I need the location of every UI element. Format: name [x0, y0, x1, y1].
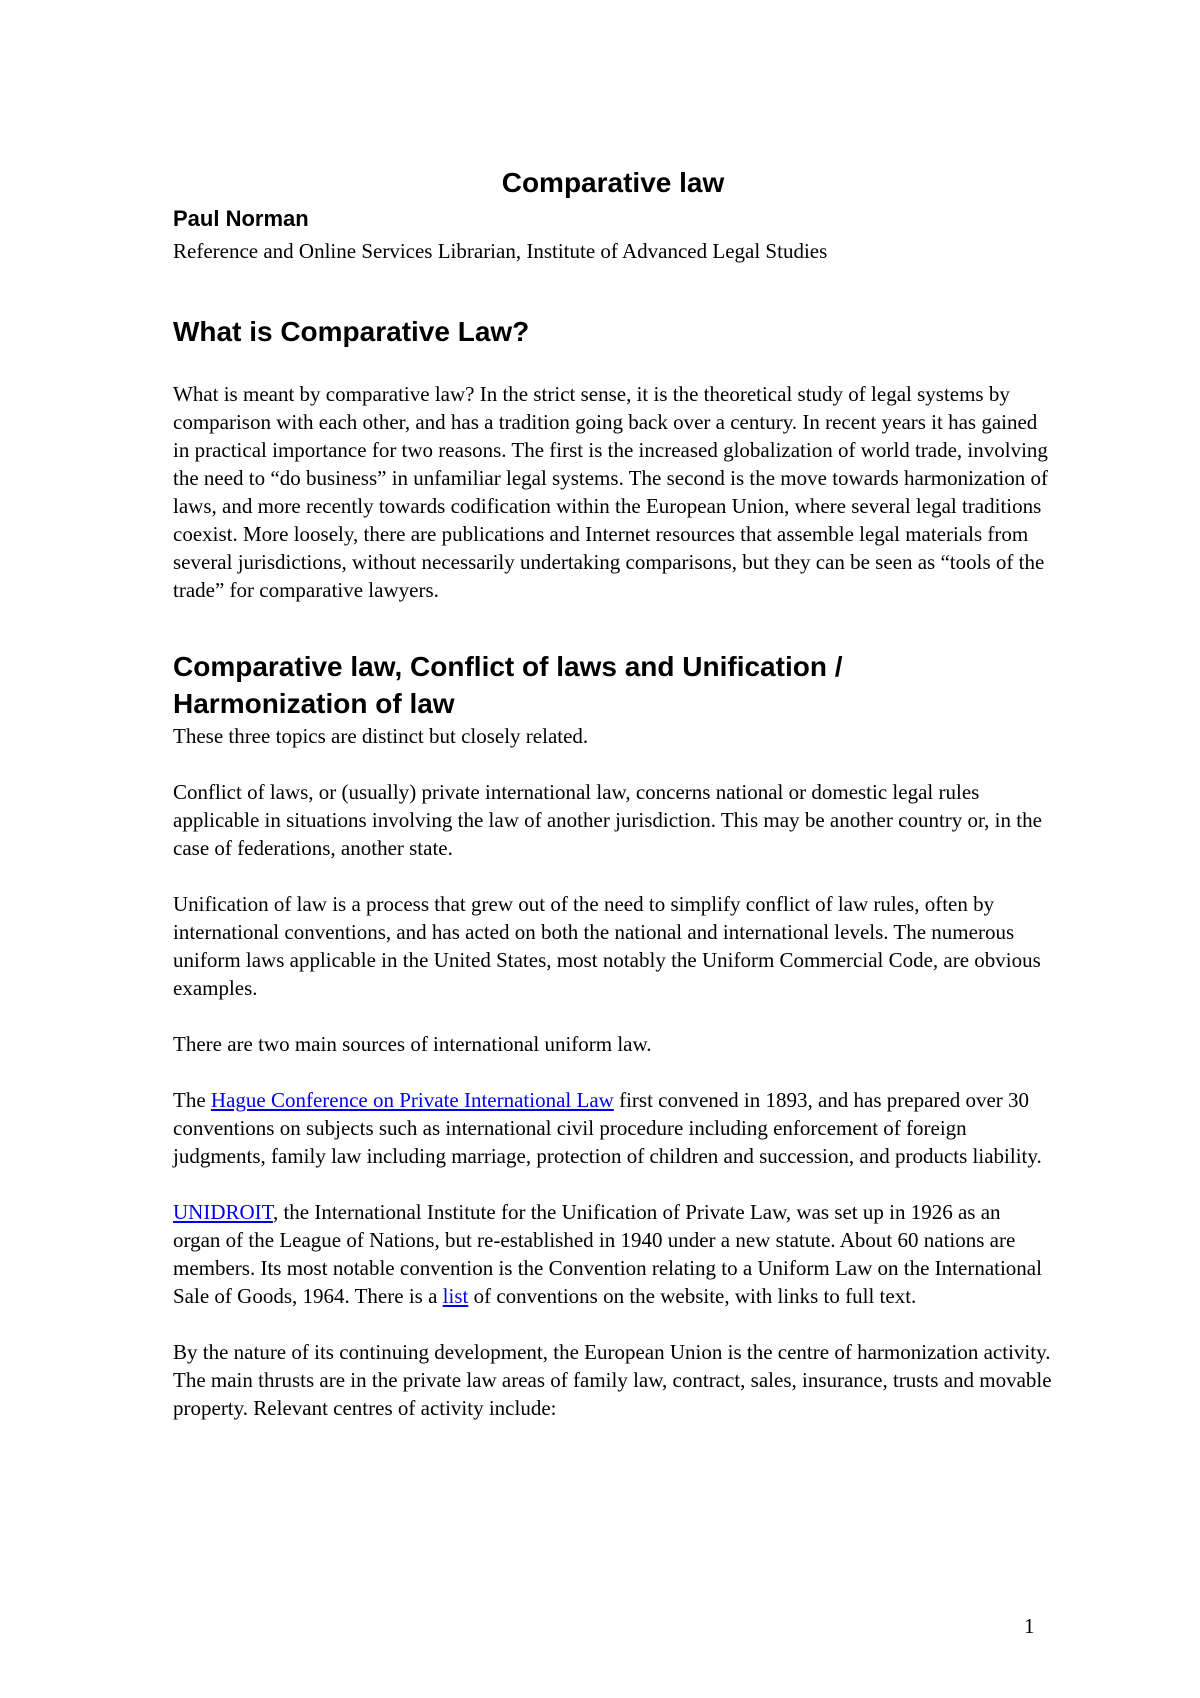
paragraph-unification: Unification of law is a process that grew out of the need to simplify conflict of law rules, often by international conventions, and has acted on both the national and international levels. The numerous uniform laws applicable in the United States, most notably the Uniform Commercial Code, are obvious examples. [173, 892, 1041, 1000]
unidroit-body-text: , the International Institute for the Unification of Private Law, was set up in 1926 as an organ of the League of Nations, but re-established in 1940 under a new statute. About 60 nations are members. Its most notable convention is the Convention relating to a Uniform Law on the International Sale of Goods, 1964. There is a [173, 1200, 1042, 1308]
section-heading-what-is-comparative-law: What is Comparative Law? [173, 316, 530, 347]
unidroit-tail-text: of conventions on the website, with links to full text. [468, 1284, 917, 1308]
paragraph-european-union: By the nature of its continuing development, the European Union is the centre of harmonization activity. The main thrusts are in the private law areas of family law, contract, sales, insurance, trusts and movable property. Relevant centres of activity include: [173, 1340, 1052, 1420]
paragraph-conflict-of-laws: Conflict of laws, or (usually) private international law, concerns national or domestic legal rules applicable in situations involving the law of another jurisdiction. This may be another country or, in the case of federations, another state. [173, 780, 1042, 860]
author-affiliation: Reference and Online Services Librarian, Institute of Advanced Legal Studies [173, 239, 828, 263]
paragraph-hague-conference [173, 1086, 1053, 1170]
document-title: Comparative law [501, 167, 725, 198]
author-name: Paul Norman [173, 206, 309, 231]
paragraph-definition: What is meant by comparative law? In the strict sense, it is the theoretical study of legal systems by comparison with each other, and has a tradition going back over a century. In recent years it has gained in practical importance for two reasons. The first is the increased globalization of world trade, involving the need to “do business” in unfamiliar legal systems. The second is the move towards harmonization of laws, and more recently towards codification within the European Union, where several legal traditions coexist. More loosely, there are publications and Internet resources that assemble legal materials from several jurisdictions, without necessarily undertaking comparisons, but they can be seen as “tools of the trade” for comparative lawyers. [173, 382, 1048, 602]
conventions-list-link[interactable]: list [442, 1284, 469, 1308]
paragraph-unidroit [173, 1198, 1053, 1310]
section-heading-comparative-conflict-unification: Comparative law, Conflict of laws and Unification / Harmonization of law [173, 651, 843, 719]
page-content [173, 165, 1053, 1422]
unidroit-link[interactable]: UNIDROIT [173, 1200, 273, 1224]
paragraph-three-topics: These three topics are distinct but closely related. [173, 724, 589, 748]
hague-conference-link[interactable]: Hague Conference on Private International Law [210, 1088, 614, 1112]
hague-body-text: first convened in 1893, and has prepared over 30 conventions on subjects such as international civil procedure including enforcement of foreign judgments, family law including marriage, protection of children and succession, and products liability. [173, 1088, 1042, 1168]
page-number: 1 [1024, 1614, 1035, 1638]
hague-lead-text: The [173, 1088, 211, 1112]
paragraph-sources: There are two main sources of international uniform law. [173, 1032, 652, 1056]
